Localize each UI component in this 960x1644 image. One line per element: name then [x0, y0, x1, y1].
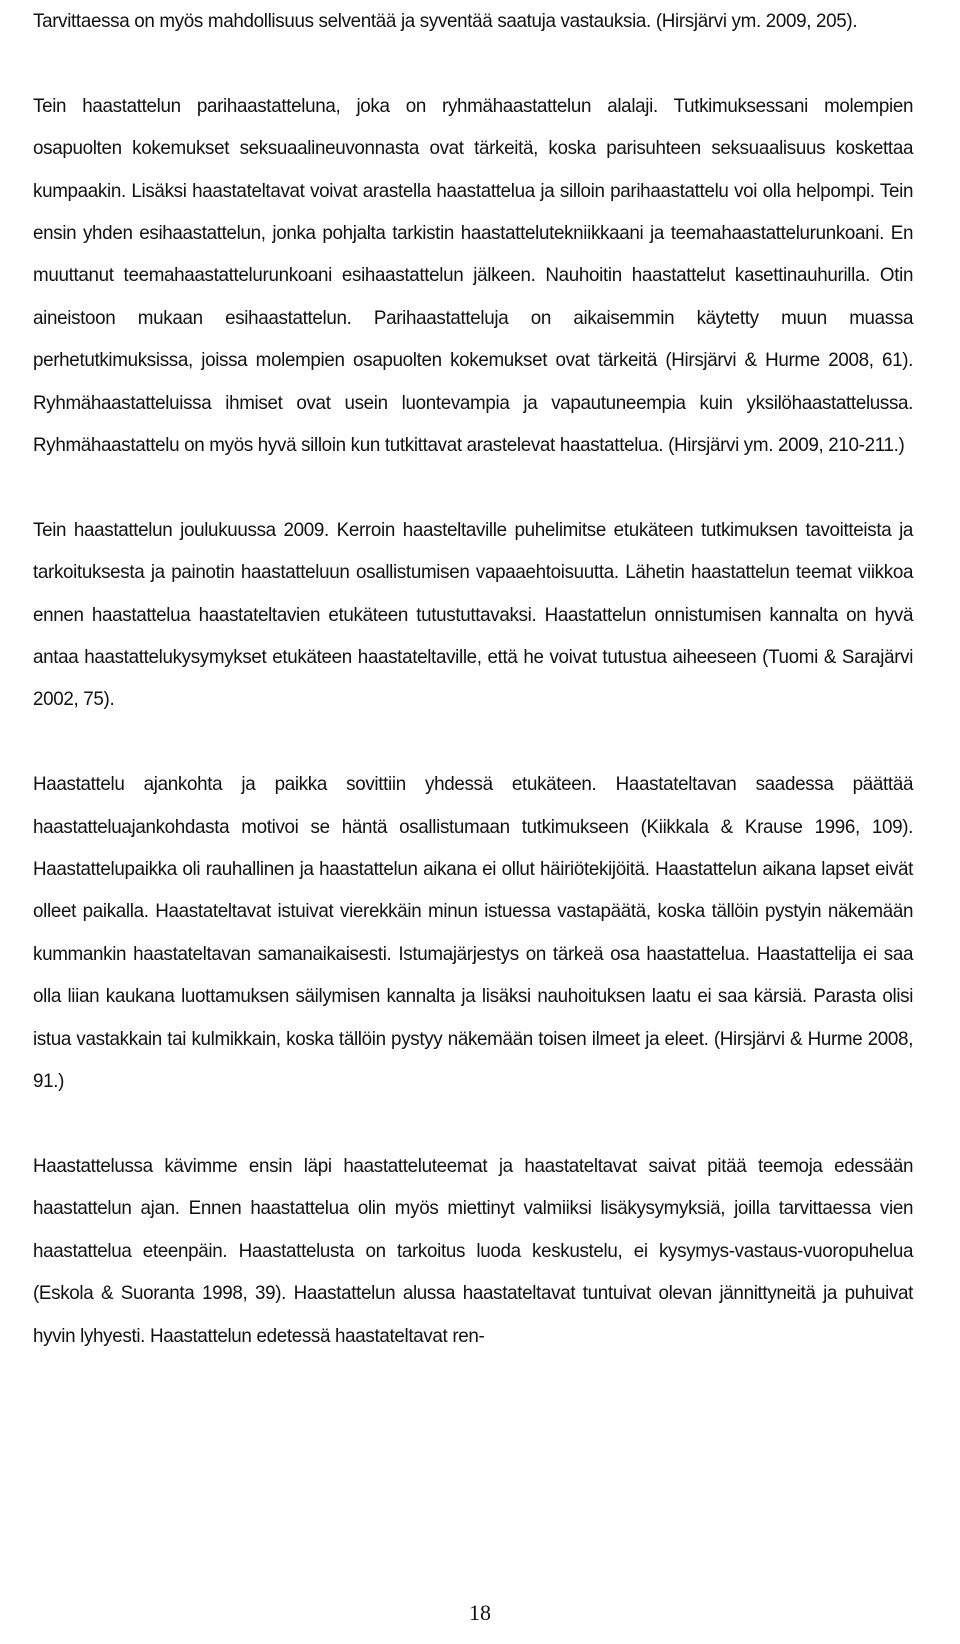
paragraph-gap — [33, 42, 913, 84]
paragraph-gap — [33, 721, 913, 763]
paragraph-4: Haastattelu ajankohta ja paikka sovittiin yhdessä etukäteen. Haastateltavan saadessa päättää haastatteluajankohdasta motivoi se häntä osallistumaan tutkimukseen (Kiikkala & Krause 1996, 109). Haastattelupaikka oli rauhallinen ja haastattelun aikana ei ollut häiriötekijöitä. Haastattelun aikana lapset eivät olleet paikalla. Haastateltavat istuivat vierekkäin minun istuessa vastapäätä, koska tällöin pystyin näkemään kummankin haastateltavan samanaikaisesti. Istumajärjestys on tärkeä osa haastattelua. Haastattelija ei saa olla liian kaukana luottamuksen säilymisen kannalta ja lisäksi nauhoituksen laatu ei saa kärsiä. Parasta olisi istua vastakkain tai kulmikkain, koska tällöin pystyy näkemään toisen ilmeet ja eleet. (Hirsjärvi & Hurme 2008, 91.) — [33, 773, 914, 1093]
paragraph-3: Tein haastattelun joulukuussa 2009. Kerroin haasteltaville puhelimitse etukäteen tutkimuksen tavoitteista ja tarkoituksesta ja painotin haastatteluun osallistumisen vapaaehtoisuutta. Lähetin haastattelun teemat viikkoa ennen haastattelua haastateltavien etukäteen tutustuttavaksi. Haastattelun onnistumisen kannalta on hyvä antaa haastattelukysymykset etukäteen haastateltaville, että he voivat tutustua aiheeseen (Tuomi & Sarajärvi 2002, 75). — [33, 518, 914, 711]
paragraph-2: Tein haastattelun parihaastatteluna, joka on ryhmähaastattelun alalaji. Tutkimuksessani molempien osapuolten kokemukset seksuaalineuvonnasta ovat tärkeitä, koska parisuhteen seksuaalisuus koskettaa kumpaakin. Lisäksi haastateltavat voivat arastella haastattelua ja silloin parihaastattelu voi olla helpompi. Tein ensin yhden esihaastattelun, jonka pohjalta tarkistin haastattelutekniikkaani ja teemahaastattelurunkoani. En muuttanut teemahaastattelurunkoani esihaastattelun jälkeen. Nauhoitin haastattelut kasettinauhurilla. Otin aineistoon mukaan esihaastattelun. Parihaastatteluja on aikaisemmin käytetty muun muassa perhetutkimuksissa, joissa molempien osapuolten kokemukset ovat tärkeitä (Hirsjärvi & Hurme 2008, 61). Ryhmähaastatteluissa ihmiset ovat usein luontevampia ja vapautuneempia kuin yksilöhaastattelussa. Ryhmähaastattelu on myös hyvä silloin kun tutkittavat arastelevat haastattelua. (Hirsjärvi ym. 2009, 210-211.) — [33, 94, 914, 457]
page-number: 18 — [469, 1600, 491, 1625]
paragraph-5: Haastattelussa kävimme ensin läpi haastatteluteemat ja haastateltavat saivat pitää teemoja edessään haastattelun ajan. Ennen haastattelua olin myös miettinyt valmiiksi lisäkysymyksiä, joilla tarvittaessa vien haastattelua eteenpäin. Haastattelusta on tarkoitus luoda keskustelu, ei kysymys-vastaus-vuoropuhelua (Eskola & Suoranta 1998, 39). Haastattelun alussa haastateltavat tuntuivat olevan jännittyneitä ja puhuivat hyvin lyhyesti. Haastattelun edetessä haastateltavat ren- — [33, 1154, 914, 1347]
paragraph-1: Tarvittaessa on myös mahdollisuus selventää ja syventää saatuja vastauksia. (Hirsjärvi ym. 2009, 205). — [33, 10, 858, 32]
paragraph-gap — [33, 466, 913, 508]
body-text — [33, 0, 913, 1357]
paragraph-gap — [33, 1103, 913, 1145]
